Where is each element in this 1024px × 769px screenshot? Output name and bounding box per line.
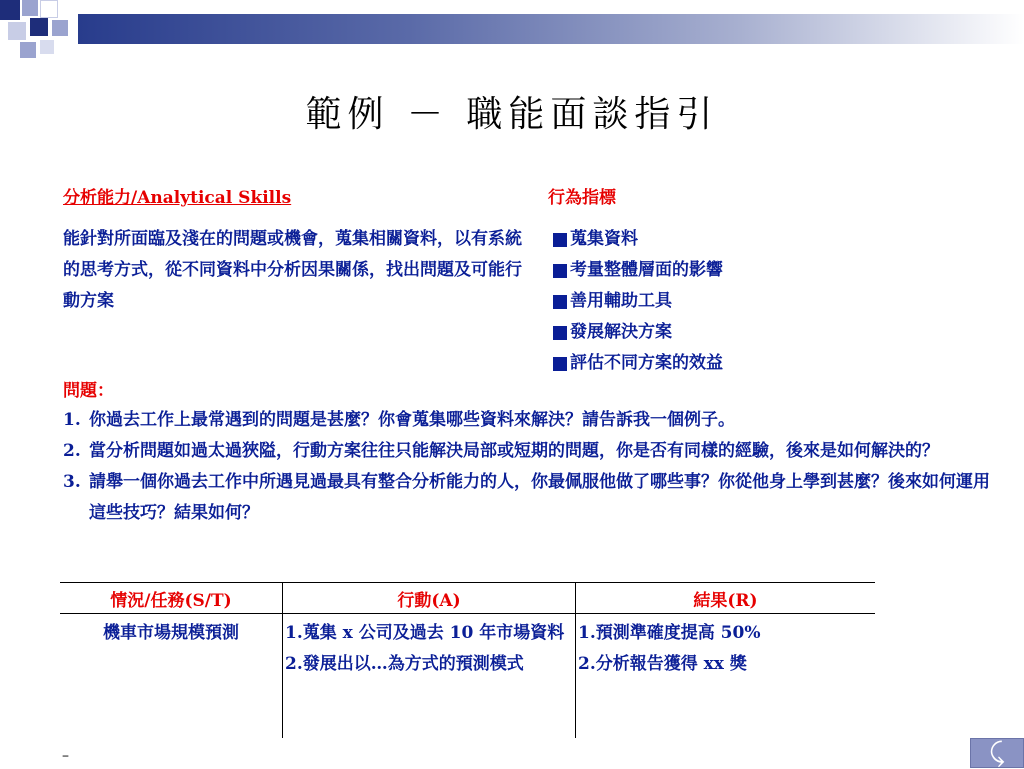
footer-mark: –: [62, 748, 69, 764]
square-bullet-icon: [553, 357, 567, 371]
indicator-heading: 行為指標: [548, 188, 616, 208]
star-example-table: [60, 582, 875, 738]
cell-results: [576, 614, 876, 739]
action-item: 1.蒐集 x 公司及過去 10 年市場資料: [285, 623, 565, 643]
return-button[interactable]: [970, 738, 1024, 768]
result-item: 2.分析報告獲得 xx 獎: [578, 654, 747, 674]
question-list: [63, 405, 993, 529]
return-arrow-icon: ⤹: [989, 737, 1005, 768]
result-item: 1.預測準確度提高 50%: [578, 623, 761, 643]
question-item: 2. 當分析問題如過太過狹隘，行動方案往往只能解決局部或短期的問題，你是否有同樣的經驗，後來是如何解決的？: [63, 441, 939, 461]
indicator-item: 蒐集資料: [553, 224, 723, 255]
question-item: 3. 請舉一個你過去工作中所遇見過最具有整合分析能力的人，你最佩服他做了哪些事？你從他身上學到甚麼？後來如何運用這些技巧？結果如何？: [63, 472, 990, 523]
header-gradient-band: [78, 14, 1024, 44]
header-result: 結果(R): [576, 583, 876, 614]
skill-heading: 分析能力/Analytical Skills: [63, 188, 292, 208]
indicator-item: 善用輔助工具: [553, 286, 723, 317]
question-item: 1. 你過去工作上最常遇到的問題是甚麼？你會蒐集哪些資料來解決？請告訴我一個例子。: [63, 410, 735, 430]
square-bullet-icon: [553, 326, 567, 340]
questions-heading: 問題：: [63, 381, 114, 401]
cell-actions: [283, 614, 576, 739]
indicator-item: 評估不同方案的效益: [553, 348, 723, 379]
decorative-squares: [0, 0, 80, 60]
square-bullet-icon: [553, 233, 567, 247]
indicator-item: 發展解決方案: [553, 317, 723, 348]
skill-description: 能針對所面臨及淺在的問題或機會，蒐集相關資料，以有系統的思考方式，從不同資料中分析因果關係，找出問題及可能行動方案: [63, 229, 522, 311]
header-situation: 情況/任務(S/T): [60, 583, 283, 614]
header-action: 行動(A): [283, 583, 576, 614]
slide-title: 範例 － 職能面談指引: [305, 94, 719, 135]
square-bullet-icon: [553, 295, 567, 309]
cell-situation: 機車市場規模預測: [60, 614, 283, 739]
square-bullet-icon: [553, 264, 567, 278]
indicator-list: [553, 224, 723, 379]
indicator-item: 考量整體層面的影響: [553, 255, 723, 286]
table-header-row: [60, 583, 875, 614]
table-row: [60, 614, 875, 739]
action-item: 2.發展出以…為方式的預測模式: [285, 654, 524, 674]
